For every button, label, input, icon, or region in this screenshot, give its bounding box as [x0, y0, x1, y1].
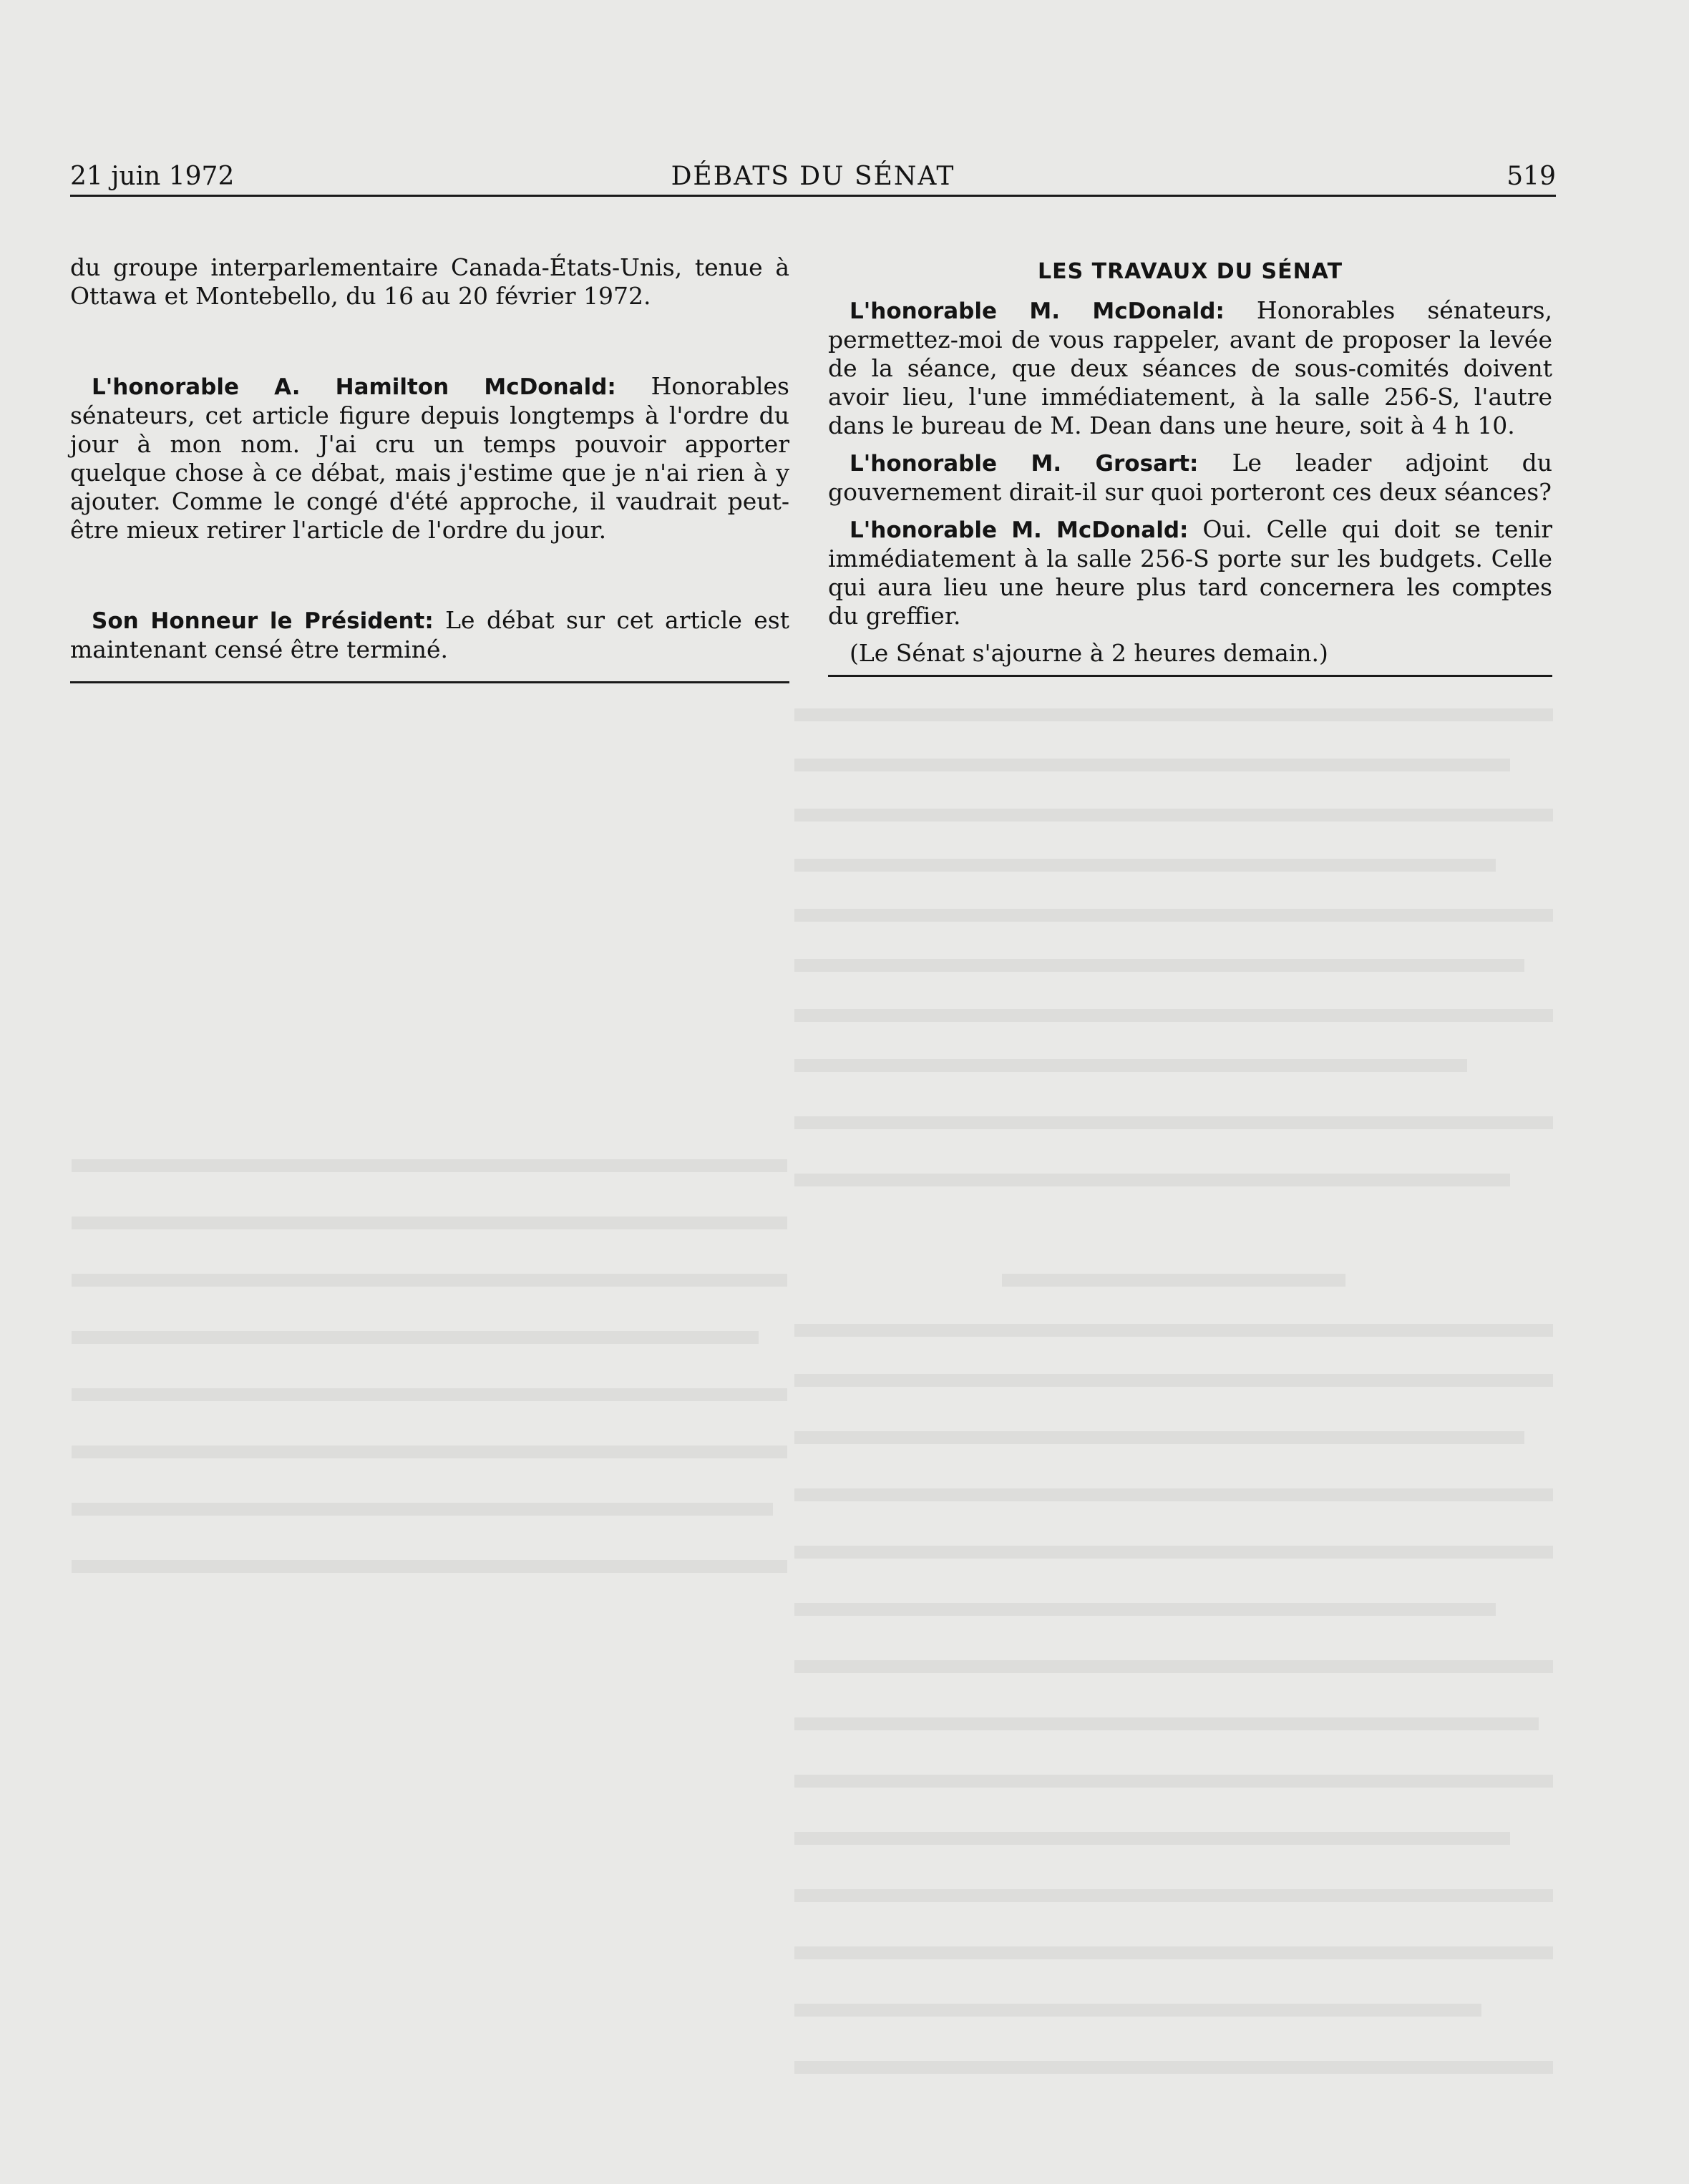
paragraph-continuation: du groupe interparlementaire Canada-États-Unis, tenue à Ottawa et Montebello, du 16 au 20 février 1972.: [70, 253, 789, 310]
section-title: LES TRAVAUX DU SÉNAT: [1037, 259, 1343, 284]
paragraph-mcdonald-2: [828, 515, 1552, 630]
speech-text: Honorables sénateurs, cet article figure depuis longtemps à l'ordre du jour à mon nom. J'ai cru un temps pouvoir apporter quelque chose à ce débat, mais j'estime que je n'ai rien à y ajouter. Comme le congé d'été approche, il vaudrait peut-être mieux retirer l'article de l'ordre du jour.: [70, 372, 789, 544]
speaker-name: Son Honneur le Président:: [92, 608, 434, 634]
left-column: [70, 253, 789, 664]
speaker-name: L'honorable M. McDonald:: [850, 298, 1225, 324]
speaker-name: L'honorable M. Grosart:: [850, 451, 1199, 477]
speaker-name: L'honorable A. Hamilton McDonald:: [92, 374, 616, 400]
paragraph-grosart: [828, 449, 1552, 507]
speech-text: Honorables sénateurs, permettez-moi de vous rappeler, avant de proposer la levée de la séance, que deux séances de sous-comités doivent avoir lieu, l'une immédiatement, à la salle 256-S, l'autre dans le bureau de M. Dean dans une heure, soit à 4 h 10.: [828, 296, 1552, 439]
paragraph-mcdonald-1: [828, 296, 1552, 440]
right-column: [828, 258, 1552, 668]
column-end-rule: [70, 681, 789, 683]
speaker-name: L'honorable M. McDonald:: [850, 517, 1189, 543]
speech-text: Le débat sur cet article est maintenant censé être terminé.: [70, 606, 789, 663]
paragraph-hamilton-mcdonald: [70, 372, 789, 545]
page-number: 519: [1507, 162, 1556, 191]
speech-text: Oui. Celle qui doit se tenir immédiatement à la salle 256-S porte sur les budgets. Celle qui aura lieu une heure plus tard concernera les comptes du greffier.: [828, 515, 1552, 630]
page-header: [70, 162, 1556, 197]
column-end-rule: [828, 675, 1552, 677]
adjournment-note: (Le Sénat s'ajourne à 2 heures demain.): [850, 639, 1328, 667]
paragraph-president: [70, 606, 789, 664]
header-title: DÉBATS DU SÉNAT: [671, 162, 955, 191]
speech-text: Le leader adjoint du gouvernement dirait-il sur quoi porteront ces deux séances?: [828, 449, 1553, 506]
header-date: 21 juin 1972: [70, 162, 235, 191]
